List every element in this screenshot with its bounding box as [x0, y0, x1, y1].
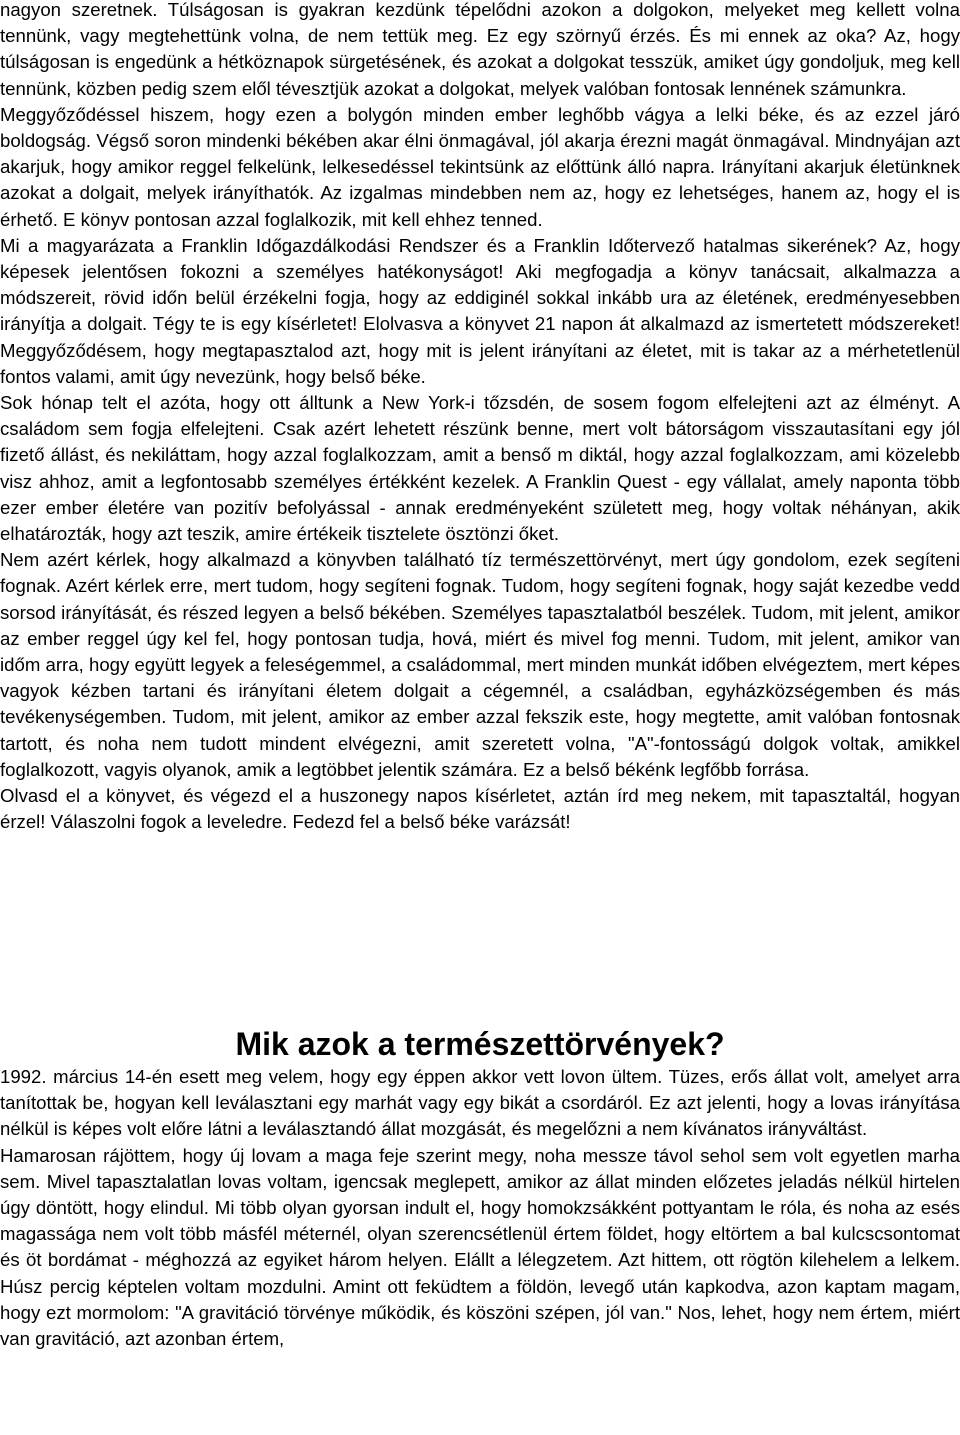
paragraph: 1992. március 14-én esett meg velem, hogy egy éppen akkor vett lovon ültem. Tüzes, erős állat volt, amelyet arra tanítottak be, hogyan kell leválasztani egy marhát vagy egy bikát a csordáról. Ez azt jelenti, hogy a lovas irányítása nélkül is képes volt előre látni a leválasztandó állat mozgását, és megelőzni a nem kívánatos irányváltást.	[0, 1066, 960, 1140]
paragraph: Hamarosan rájöttem, hogy új lovam a maga feje szerint megy, noha messze távol sehol sem volt egyetlen marha sem. Mivel tapasztalatlan lovas voltam, igencsak meglepett, amikor az állat minden előzetes jeladás nélkül hirtelen úgy döntött, hogy elindul. Mi több olyan gyorsan indult el, hogy homokzsákként pottyantam le róla, és noha az esés magassága nem volt több másfél méternél, olyan szerencsétlenül értem földet, hogy eltörtem a bal kulcscsontomat és öt bordámat - méghozzá az egyiket három helyen. Elállt a lélegzetem. Azt hittem, ott rögtön kilehelem a lelkem. Húsz percig képtelen voltam mozdulni. Amint ott feküdtem a földön, levegő után kapkodva, azon kaptam magam, hogy ezt mormolom: "A gravitáció törvénye működik, és köszöni szépen, jól van." Nos, lehet, hogy nem értem, miért van gravitáció, azt azonban értem,	[0, 1144, 960, 1350]
paragraph: Sok hónap telt el azóta, hogy ott álltunk a New York-i tőzsdén, de sosem fogom elfelejteni azt az élményt. A családom sem fogja elfelejteni. Csak azért lehetett részünk benne, mert volt bátorságom visszautasítani egy jól fizető állást, és nekiláttam, hogy azzal foglalkozzam, amit a benső m diktál, hogy azzal foglalkozzam, ami közelebb visz ahhoz, amit a legfontosabb személyes értékként kezelek. A Franklin Quest - egy vállalat, amely naponta több ezer ember életére van pozitív befolyással - annak eredményeként született meg, hogy voltak néhányan, akik elhatározták, hogy azt teszik, amire értékeik tisztelete ösztönzi őket.	[0, 392, 960, 545]
paragraph: Olvasd el a könyvet, és végezd el a huszonegy napos kísérletet, aztán írd meg nekem, mit tapasztaltál, hogyan érzel! Válaszolni fogok a levеledre. Fedezd fel a belső béke varázsát!	[0, 785, 960, 833]
paragraph: Meggyőződéssel hiszem, hogy ezen a bolygón minden ember leghőbb vágya a lelki béke, és az ezzel járó boldogság. Végső soron mindenki békében akar élni önmagával, jól akarja érezni magát önmagával. Mindnyájan azt akarjuk, hogy amikor reggel felkelünk, lelkesedéssel tekintsünk az előttünk álló napra. Irányítani akarjuk életünknek azokat a dolgait, melyek irányíthatók. Az izgalmas mindebben nem az, hogy ez lehetséges, hanem az, hogy el is érhető. E könyv pontosan azzal foglalkozik, mit kell ehhez tenned.	[0, 103, 960, 230]
section-body-text	[0, 1064, 960, 1352]
paragraph: Nem azért kérlek, hogy alkalmazd a könyvben található tíz természettörvényt, mert úgy gondolom, ezek segíteni fognak. Azért kérlek erre, mert tudom, hogy segíteni fognak. Tudom, hogy segíteni fognak, hogy saját kezedbe vedd sorsod irányítását, és részed legyen a belső békében. Személyes tapasztalatból beszélek. Tudom, mit jelent, amikor az ember reggel úgy kel fel, hogy pontosan tudja, hová, miért és mivel fog menni. Tudom, mit jelent, amikor van időm arra, hogy együtt legyek a feleségemmel, a családommal, mert minden munkát időben elvégeztem, mert képes vagyok kézben tartani és irányítani életem dolgait a cégemnél, a családban, egyházközségemben és más tevékenységemben. Tudom, mit jelent, amikor az ember azzal fekszik este, hogy megtette, amit valóban fontosnak tartott, és noha nem tudott mindent elvégezni, amit szeretett volna, "A"-fontosságú dolgok voltak, amikkel foglalkozott, vagyis olyanok, amik a legtöbbet jelentik számára. Ez a belső békénk legfőbb forrása.	[0, 549, 960, 780]
paragraph: nagyon szeretnek. Túlságosan is gyakran kezdünk tépelődni azokon a dolgokon, melyeket meg kellett volna tennünk, vagy megtehettünk volna, de nem tettük meg. Ez egy szörnyű érzés. És mi ennek az oka? Az, hogy túlságosan is engedünk a hétköznapok sürgetésének, és azokat a dolgokat tesszük, amiket úgy gondoljuk, meg kell tennünk, közben pedig szem elől tévesztjük azokat a dolgokat, melyek valóban fontosak lennének számunkra.	[0, 0, 960, 99]
paragraph: Mi a magyarázata a Franklin Időgazdálkodási Rendszer és a Franklin Időtervező hatalmas sikerének? Az, hogy képesek jelentősen fokozni a személyes hatékonyságot! Aki megfogadja a könyv tanácsait, alkalmazza a módszereit, rövid időn belül érzékelni fogja, hogy az eddiginél sokkal inkább ura az életének, eredményesebben irányítja a dolgait. Tégy te is egy kísérletet! Elolvasva a könyvet 21 napon át alkalmazd az ismertetett módszereket! Meggyőződésem, hogy megtapasztalod azt, hogy mit is jelent irányítani az életet, mit is takar az a mérhetetlenül fontos valami, amit úgy nevezünk, hogy belső béke.	[0, 234, 960, 387]
section-heading: Mik azok a természettörvények?	[235, 1026, 725, 1062]
